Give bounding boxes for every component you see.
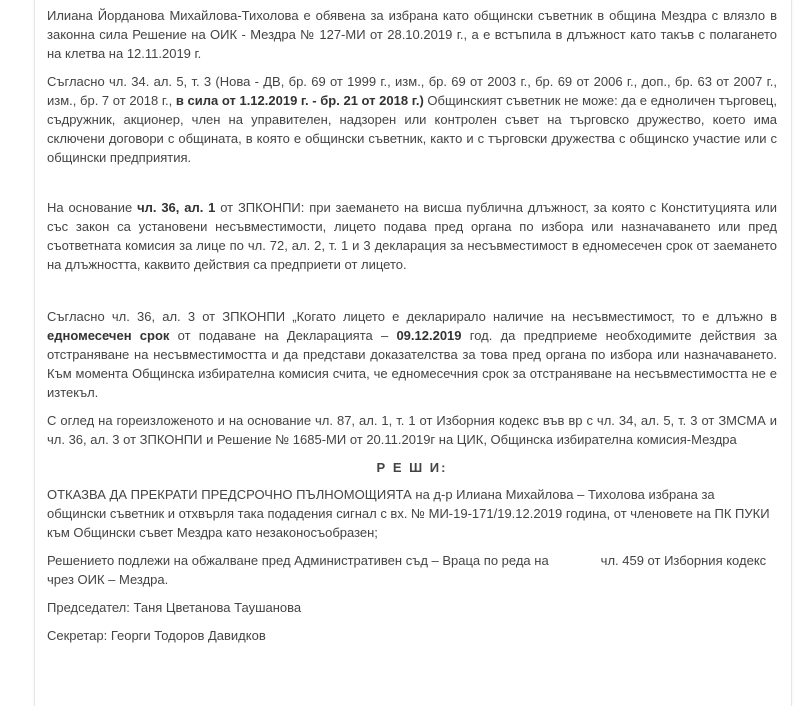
- secretary-line: Секретар: Георги Тодоров Давидков: [47, 628, 266, 643]
- bold-date: 09.12.2019: [396, 328, 462, 343]
- paragraph-legal-basis-34: [47, 72, 777, 167]
- bold-text: едномесечен срок: [47, 328, 170, 343]
- text: Общинският съветник не може: да е едноличен търговец, съдружник, акционер, член на управителен, надзорен или контролен съвет на търговско дружество, което има сключени договори с общината, в която е общински съветник, както и с търговски дружества с общинско участие или с общински предприятия.: [47, 93, 777, 165]
- paragraph-legal-basis-36-1: [47, 198, 777, 274]
- text: от подаване на Декларацията –: [169, 328, 397, 343]
- paragraph-grounds: С оглед на гореизложеното и на основание чл. 87, ал. 1, т. 1 от Изборния кодекс във вр с чл. 34, ал. 5, т. 3 от ЗМСМА и чл. 36, ал. 3 от ЗПКОНПИ и Решение № 1685-МИ от 20.11.2019г на ЦИК, Общинска избирателна комисия-Мездра: [47, 413, 777, 447]
- paragraph-legal-basis-36-3: [47, 307, 777, 402]
- text: Решението подлежи на обжалване пред Административен съд – Враца по реда на: [47, 553, 549, 568]
- text: Съгласно чл. 36, ал. 3 от ЗПКОНПИ „Когато лицето е декларирало наличие на несъвместимост, то е длъжно в: [47, 309, 777, 324]
- paragraph-election: Илиана Йорданова Михайлова-Тихолова е обявена за избрана като общински съветник в община Мездра с влязло в законна сила Решение на ОИК - Мездра № 127-МИ от 28.10.2019 г., а е встъпила в длъжност като такъв с полагането на клетва на 12.11.2019 г.: [47, 8, 777, 61]
- text: год. да предприеме необходимите действия за отстраняване на несъвместимостта и да представи доказателства за това пред органа по избора или назначаването. Към момента Общинска избирателна комисия счита, че едномесечния срок за отстраняване на несъвместимостта не е изтекъл.: [47, 328, 778, 400]
- bold-text: в сила от 1.12.2019 г. - бр. 21 от 2018 г.): [175, 93, 424, 108]
- text: На основание: [47, 200, 138, 215]
- text: Съгласно чл. 34. ал. 5, т. 3 (Нова - ДВ, бр. 69 от 1999 г., изм., бр. 69 от 2003 г., бр. 69 от 2006 г., доп., бр. 63 от 2007 г., изм., бр. 7 от 2018 г.,: [47, 74, 777, 108]
- text: чл. 459 от Изборния кодекс чрез ОИК – Мездра.: [47, 553, 767, 587]
- bold-text: чл. 36, ал. 1: [137, 200, 216, 215]
- chairman-line: Председател: Таня Цветанова Таушанова: [47, 600, 302, 615]
- text: от ЗПКОНПИ: при заемането на висша публична длъжност, за която с Конституцията или със закон са установени несъвместимости, лицето подава пред органа по избора или назначаването или пред съответната комисия за лице по чл. 72, ал. 2, т. 1 и 3 декларация за несъвместимост в едномесечен срок от заемането на длъжността, каквито действия са предприети от лицето.: [47, 200, 777, 272]
- paragraph-appeal: [47, 551, 777, 589]
- paragraph-decision: ОТКАЗВА ДА ПРЕКРАТИ ПРЕДСРОЧНО ПЪЛНОМОЩИЯТА на д-р Илиана Михайлова – Тихолова избрана за общински съветник и отхвърля така подадения сигнал с вх. № МИ-19-171/19.12.2019 година, от членовете на ПК ПУКИ към Общински съвет Мездра като незаконосъобразен;: [47, 487, 770, 540]
- decision-heading: Р Е Ш И:: [376, 460, 448, 475]
- document-body: [47, 6, 777, 654]
